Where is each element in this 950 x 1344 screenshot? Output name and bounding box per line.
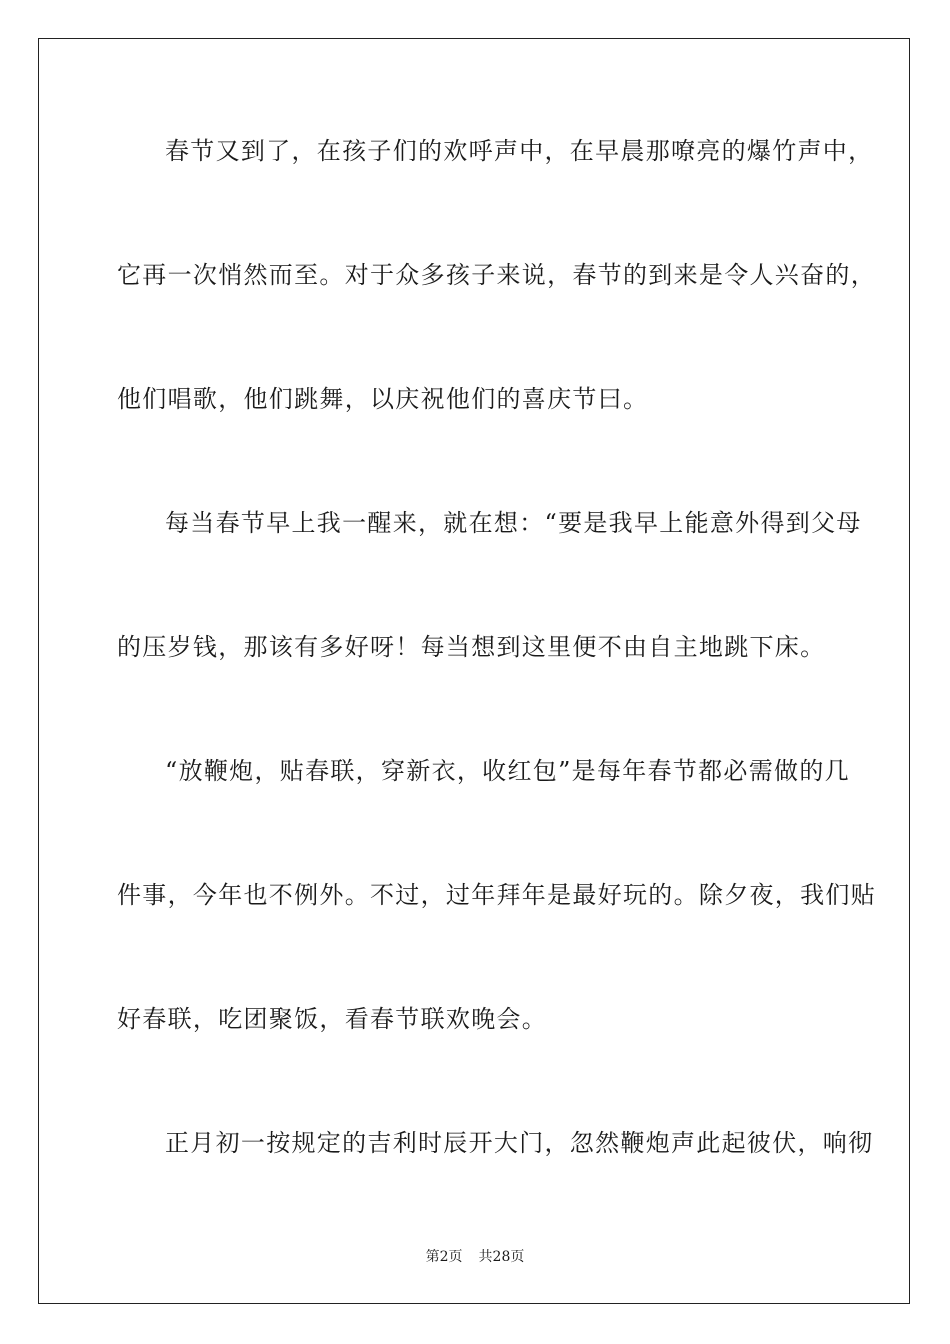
text-line-8: 好春联，吃团聚饭，看春节联欢晚会。 (117, 1005, 548, 1033)
text-line-5: 的压岁钱，那该有多好呀！每当想到这里便不由自主地跳下床。 (117, 633, 826, 661)
page-number: 第2页 (425, 1249, 463, 1265)
page-border (38, 38, 910, 1304)
text-line-1: 春节又到了，在孩子们的欢呼声中，在早晨那嘹亮的爆竹声中， (165, 137, 874, 165)
text-line-2: 它再一次悄然而至。对于众多孩子来说，春节的到来是令人兴奋的， (117, 261, 876, 289)
text-line-4: 每当春节早上我一醒来，就在想：“要是我早上能意外得到父母 (165, 509, 862, 537)
text-line-9: 正月初一按规定的吉利时辰开大门，忽然鞭炮声此起彼伏，响彻 (165, 1129, 874, 1157)
text-line-7: 件事，今年也不例外。不过，过年拜年是最好玩的。除夕夜，我们贴 (117, 881, 876, 909)
text-line-6: “放鞭炮，贴春联，穿新衣，收红包”是每年春节都必需做的几 (165, 757, 850, 785)
text-line-3: 他们唱歌，他们跳舞，以庆祝他们的喜庆节曰。 (117, 385, 649, 413)
page-total: 共28页 (478, 1249, 525, 1265)
page-footer (0, 1248, 950, 1266)
